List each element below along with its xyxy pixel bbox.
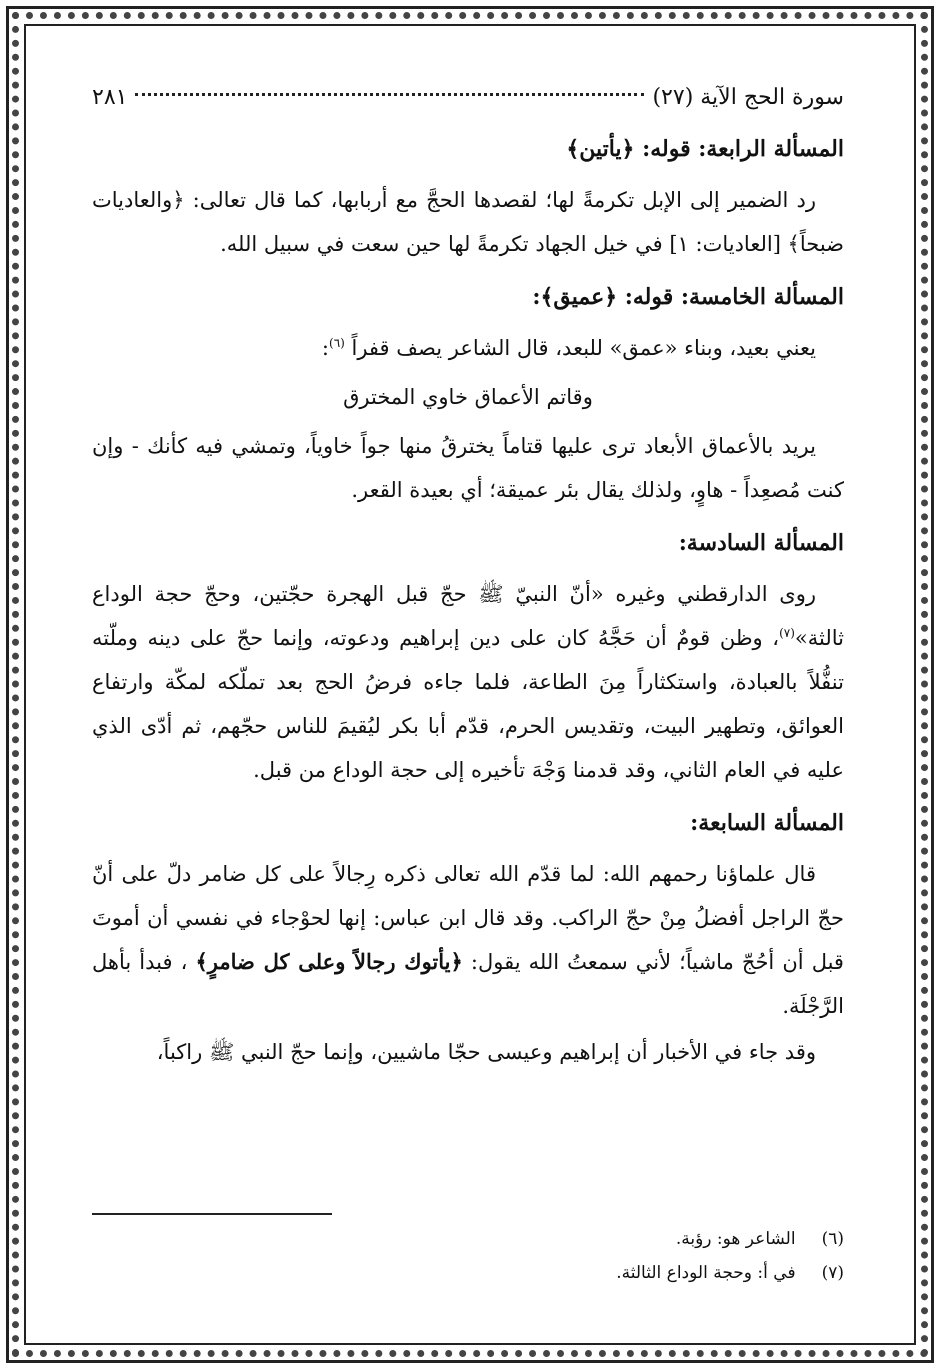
header-dot-leader (135, 93, 644, 96)
section-heading-4: المسألة الرابعة: قوله: ﴿يأتين﴾ (566, 136, 844, 162)
footnote-ref[interactable]: (٧) (779, 626, 795, 640)
paragraph: وقد جاء في الأخبار أن إبراهيم وعيسى حجّا ماشيين، وإنما حجّ النبي ﷺ راكباً، (156, 1040, 816, 1064)
paragraph (92, 852, 844, 1028)
header-title: سورة الحج الآية (٢٧) (652, 85, 844, 110)
paragraph: رد الضمير إلى الإبل تكرمةً لها؛ لقصدها الحجَّ مع أربابها، كما قال تعالى: ﴿والعاديات ضبحاً﴾ [العاديات: ١] في خيل الجهاد تكرمةً لها حين سعت في سبيل الله. (92, 188, 844, 256)
footnote-separator (92, 1213, 332, 1215)
poetry-verse: وقاتم الأعماق خاوي المخترق (343, 385, 593, 409)
footnote-number: (٧) (821, 1263, 844, 1283)
paragraph-text: ، فبدأ بأهل الرَّجْلَة. (92, 950, 844, 1018)
paragraph (92, 326, 844, 370)
paragraph-text: ، وظن قومٌ أن حَجَّهُ كان على دين إبراهيم ودعوته، وإنما حجّ على دينه وملّته تنفُّلاً بالعبادة، واستكثاراً مِنَ الطاعة، فلما جاءه فرضُ الحج بعد تملّكه لمكّة وارتفاع العوائق، وتطهير البيت، وتقديس الحرم، قدّم أبا بكر ليُقيمَ للناس حجّهم، ثم أدّى الذي عليه في العام الثاني، وقد قدمنا وَجْهَ تأخيره إلى حجة الوداع من قبل. (92, 626, 844, 782)
footnote-ref[interactable]: (٦) (329, 336, 345, 350)
footnote-number: (٦) (821, 1229, 844, 1249)
page-body (92, 78, 844, 1308)
footnote-item (92, 1222, 844, 1256)
paragraph-text: روى الدارقطني وغيره «أنّ النبيّ ﷺ حجّ قبل الهجرة حجّتين، وحجّ حجة الوداع ثالثة» (92, 582, 844, 650)
paragraph-text: يعني بعيد، وبناء «عمق» للبعد، قال الشاعر يصف قفراً (351, 336, 816, 360)
paragraph (92, 572, 844, 792)
paragraph: يريد بالأعماق الأبعاد ترى عليها قتاماً يخترقُ منها جواً خاوياً، وتمشي فيه كأنك - وإن كنت مُصعِداً - هاوٍ، ولذلك يقال بئر عميقة؛ أي بعيدة القعر. (92, 434, 844, 502)
footnote-text: في أ: وحجة الوداع الثالثة. (616, 1263, 796, 1283)
footnotes (92, 1222, 844, 1290)
footnote-text: الشاعر هو: رؤبة. (675, 1229, 796, 1249)
running-header (92, 78, 844, 118)
section-heading-7: المسألة السابعة: (690, 810, 844, 836)
quran-quote: ﴿يأتوك رجالاً وعلى كل ضامرٍ﴾ (195, 949, 463, 974)
page-number: ٢٨١ (92, 85, 128, 110)
footnote-item (92, 1256, 844, 1290)
section-heading-5: المسألة الخامسة: قوله: ﴿عميق﴾: (532, 284, 844, 310)
paragraph-text: قال علماؤنا رحمهم الله: لما قدّم الله تعالى ذكره رِجالاً على كل ضامر دلّ على أنّ حجّ الراجل أفضلُ مِنْ حجّ الراكب. وقد قال ابن عباس: إنها لحوْجاء في نفسي أن أموتَ قبل أن أحُجّ ماشياً؛ لأني سمعتُ الله يقول: (92, 862, 844, 974)
paragraph-text: : (321, 336, 329, 360)
section-heading-6: المسألة السادسة: (678, 530, 844, 556)
